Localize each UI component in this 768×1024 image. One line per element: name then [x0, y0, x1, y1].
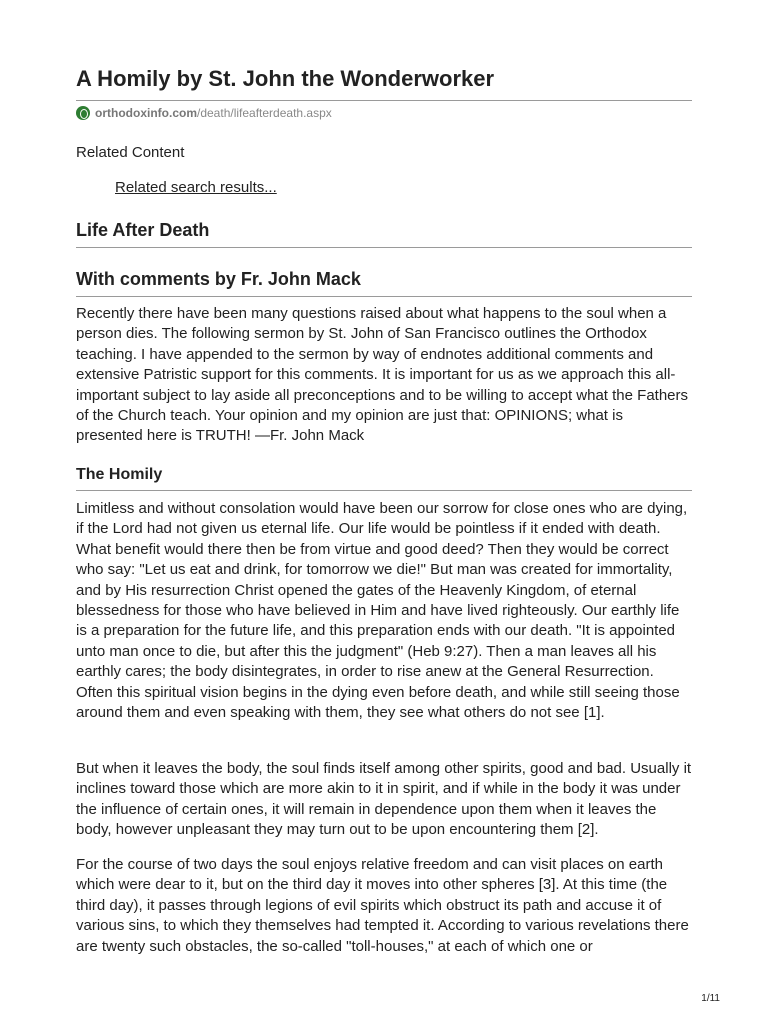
source-path[interactable]: /death/lifeafterdeath.aspx [197, 106, 332, 120]
site-favicon-icon [76, 106, 90, 120]
section-homily: The Homily [76, 466, 692, 491]
page-number: 1/11 [701, 993, 720, 1004]
section-comments: With comments by Fr. John Mack [76, 269, 692, 297]
page-title: A Homily by St. John the Wonderworker [76, 66, 692, 101]
homily-paragraph-1: Limitless and without consolation would have been our sorrow for close ones who are dying, if the Lord had not given us eternal life. Our life would be pointless if it ended with death. What benefit would there then be from virtue and good deed? Then they would be correct who say: "Let us eat and drink, for tomorrow we die!" But man was created for immortality, and by His resurrection Christ opened the gates of the Heavenly Kingdom, of eternal blessedness for those who have believed in Him and have lived righteously. Our earthly life is a preparation for the future life, and this preparation ends with our death. "It is appointed unto man once to die, but after this the judgment" (Heb 9:27). Then a man leaves all his earthly cares; the body disintegrates, in order to rise anew at the General Resurrection. Often this spiritual vision begins in the dying even before death, and while still seeing those around them and even speaking with them, they see what others do not see [1]. [76, 500, 688, 722]
source-domain[interactable]: orthodoxinfo.com [95, 106, 197, 120]
section-life-after-death: Life After Death [76, 220, 692, 248]
related-search-link[interactable]: Related search results... [115, 179, 277, 196]
related-content-heading: Related Content [76, 144, 185, 161]
source-url[interactable] [76, 106, 332, 120]
intro-paragraph: Recently there have been many questions raised about what happens to the soul when a person dies. The following sermon by St. John of San Francisco outlines the Orthodox teaching. I have appended to the sermon by way of endnotes additional comments and extensive Patristic support for this comments. It is important for us as we approach this all-important subject to lay aside all preconceptions and to be willing to accept what the Fathers of the Church teach. Your opinion and my opinion are just that: OPINIONS; what is presented here is TRUTH! —Fr. John Mack [76, 305, 689, 445]
homily-paragraph-3: For the course of two days the soul enjoys relative freedom and can visit places on earth which were dear to it, but on the third day it moves into other spheres [3]. At this time (the third day), it passes through legions of evil spirits which obstruct its path and accuse it of various sins, to which they themselves had tempted it. According to various revelations there are twenty such obstacles, the so-called "toll-houses," at each of which one or [76, 856, 689, 955]
homily-paragraph-2: But when it leaves the body, the soul finds itself among other spirits, good and bad. Usually it inclines toward those which are more akin to it in spirit, and if while in the body it was under the influence of certain ones, it will remain in dependence upon them when it leaves the body, however unpleasant they may turn out to be upon encountering them [2]. [76, 760, 692, 839]
